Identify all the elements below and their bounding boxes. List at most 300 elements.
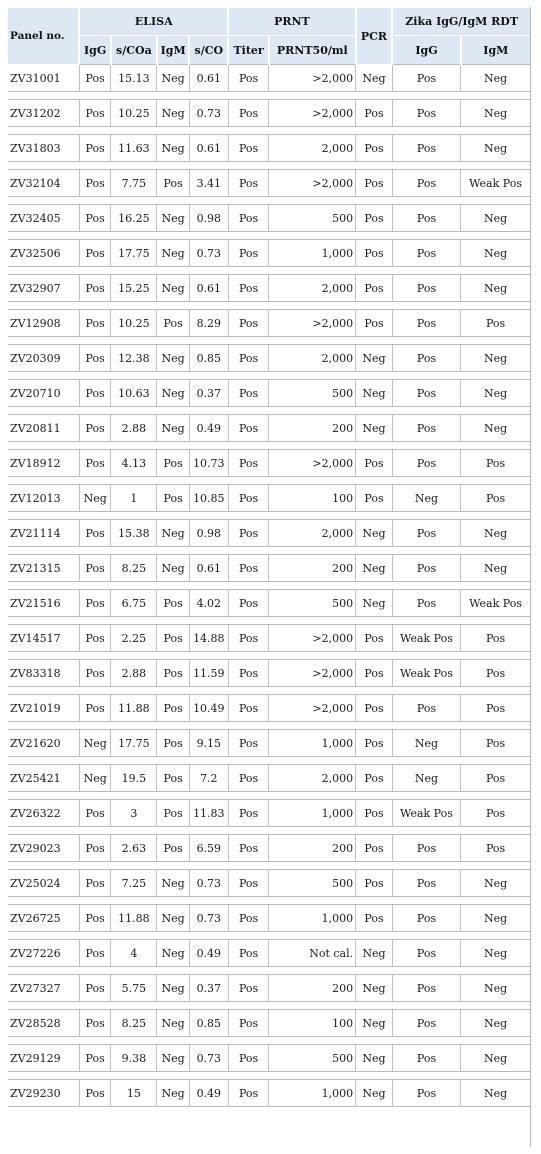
elisa-igg-sco-cell: 17.75 [111,730,157,757]
elisa-igm-sco-cell: 0.61 [189,65,228,92]
elisa-igm-cell: Neg [157,555,190,582]
prnt-titer-cell: Pos [228,765,269,792]
elisa-igm-sco-cell: 0.98 [189,205,228,232]
prnt50-cell: >2,000 [269,170,356,197]
rdt-igg-cell: Pos [392,1045,460,1072]
panel-cell: ZV32104 [8,170,79,197]
pcr-cell: Neg [356,1045,393,1072]
panel-cell: ZV20811 [8,415,79,442]
pcr-cell: Pos [356,450,393,477]
elisa-igm-cell: Neg [157,275,190,302]
rdt-igm-cell: Neg [461,1080,530,1107]
rdt-igm-cell: Neg [461,940,530,967]
rdt-igg-cell: Pos [392,310,460,337]
row-separator-cell [8,862,530,870]
table-row [8,240,530,267]
row-separator-cell [8,1002,530,1010]
elisa-igg-sco-cell: 7.75 [111,170,157,197]
elisa-igm-sco-cell: 0.98 [189,520,228,547]
elisa-igg-sco-cell: 5.75 [111,975,157,1002]
elisa-igm-sco-cell: 0.61 [189,135,228,162]
rdt-igm-cell: Neg [461,905,530,932]
row-separator [8,827,530,835]
prnt-titer-cell: Pos [228,345,269,372]
elisa-igg-sco-cell: 10.25 [111,310,157,337]
elisa-igg-cell: Pos [79,380,111,407]
elisa-igm-cell: Neg [157,975,190,1002]
elisa-igm-sco-cell: 10.73 [189,450,228,477]
prnt50-cell: 100 [269,1010,356,1037]
prnt-titer-cell: Pos [228,695,269,722]
row-separator-cell [8,197,530,205]
elisa-igg-cell: Pos [79,135,111,162]
panel-cell: ZV31803 [8,135,79,162]
table-row [8,905,530,932]
elisa-igg-cell: Pos [79,345,111,372]
elisa-igg-cell: Pos [79,205,111,232]
prnt50-cell: 500 [269,380,356,407]
prnt-titer-cell: Pos [228,625,269,652]
table-row [8,415,530,442]
rdt-igm-cell: Neg [461,275,530,302]
elisa-igm-cell: Pos [157,625,190,652]
prnt-titer-cell: Pos [228,100,269,127]
pcr-cell: Neg [356,975,393,1002]
elisa-igg-cell: Pos [79,275,111,302]
elisa-igm-sco-cell: 0.73 [189,870,228,897]
panel-cell: ZV14517 [8,625,79,652]
table-row [8,625,530,652]
row-separator [8,582,530,590]
table-row [8,730,530,757]
prnt50-cell: 200 [269,835,356,862]
rdt-igm-cell: Pos [461,730,530,757]
pcr-cell: Pos [356,170,393,197]
elisa-igg-cell: Pos [79,590,111,617]
panel-cell: ZV20309 [8,345,79,372]
panel-cell: ZV32405 [8,205,79,232]
elisa-igm-sco-cell: 0.85 [189,345,228,372]
prnt50-cell: >2,000 [269,450,356,477]
pcr-cell: Neg [356,1080,393,1107]
row-separator-cell [8,967,530,975]
panel-cell: ZV12013 [8,485,79,512]
table-row [8,835,530,862]
rdt-igg-header: IgG [392,36,460,65]
rdt-igg-cell: Pos [392,135,460,162]
table-row [8,1080,530,1107]
elisa-igm-cell: Pos [157,660,190,687]
pcr-cell: Neg [356,940,393,967]
prnt-titer-cell: Pos [228,275,269,302]
elisa-igg-sco-cell: 9.38 [111,1045,157,1072]
table-row [8,765,530,792]
prnt50-cell: 500 [269,1045,356,1072]
panel-cell: ZV18912 [8,450,79,477]
elisa-igm-cell: Pos [157,765,190,792]
row-separator [8,932,530,940]
prnt-titer-cell: Pos [228,1010,269,1037]
elisa-igg-sco-cell: 16.25 [111,205,157,232]
elisa-igg-sco-cell: 6.75 [111,590,157,617]
row-separator-cell [8,477,530,485]
prnt50-header: PRNT50/ml [269,36,356,65]
pcr-cell: Pos [356,275,393,302]
rdt-igm-cell: Neg [461,870,530,897]
prnt-titer-cell: Pos [228,1080,269,1107]
prnt-titer-cell: Pos [228,1045,269,1072]
table-row [8,380,530,407]
rdt-igm-cell: Pos [461,450,530,477]
pcr-cell: Neg [356,415,393,442]
rdt-igg-cell: Pos [392,590,460,617]
pcr-cell: Pos [356,870,393,897]
elisa-igm-cell: Neg [157,240,190,267]
pcr-cell: Pos [356,905,393,932]
rdt-header: Zika IgG/IgM RDT [392,8,530,36]
rdt-igm-cell: Neg [461,1010,530,1037]
prnt-titer-cell: Pos [228,835,269,862]
elisa-igg-cell: Pos [79,170,111,197]
elisa-igg-sco-cell: 2.88 [111,415,157,442]
row-separator [8,1002,530,1010]
prnt-titer-cell: Pos [228,380,269,407]
prnt-titer-cell: Pos [228,240,269,267]
prnt-titer-cell: Pos [228,135,269,162]
row-separator-cell [8,407,530,415]
panel-header: Panel no. [8,8,79,65]
row-separator [8,197,530,205]
elisa-igg-sco-cell: 19.5 [111,765,157,792]
elisa-igg-cell: Pos [79,240,111,267]
prnt50-cell: 2,000 [269,520,356,547]
elisa-igm-cell: Neg [157,100,190,127]
rdt-igm-cell: Neg [461,380,530,407]
elisa-igm-cell: Neg [157,380,190,407]
elisa-igg-sco-cell: 15.13 [111,65,157,92]
row-separator-cell [8,1037,530,1045]
elisa-igm-cell: Pos [157,485,190,512]
row-separator-cell [8,897,530,905]
table-row [8,65,530,92]
pcr-header: PCR [356,8,393,65]
table-row [8,1045,530,1072]
pcr-cell: Pos [356,625,393,652]
rdt-igg-cell: Weak Pos [392,625,460,652]
elisa-igm-sco-cell: 11.83 [189,800,228,827]
prnt50-cell: Not cal. [269,940,356,967]
prnt50-cell: 1,000 [269,1080,356,1107]
elisa-igm-sco-cell: 7.2 [189,765,228,792]
elisa-igm-sco-cell: 0.37 [189,975,228,1002]
table-row [8,800,530,827]
elisa-igm-cell: Pos [157,310,190,337]
rdt-igg-cell: Pos [392,450,460,477]
prnt-titer-cell: Pos [228,975,269,1002]
elisa-igg-cell: Pos [79,310,111,337]
pcr-cell: Pos [356,835,393,862]
panel-cell: ZV21114 [8,520,79,547]
prnt50-cell: 200 [269,555,356,582]
row-separator [8,652,530,660]
prnt-titer-cell: Pos [228,730,269,757]
elisa-igm-sco-cell: 10.85 [189,485,228,512]
row-separator-cell [8,302,530,310]
rdt-igg-cell: Pos [392,380,460,407]
pcr-cell: Pos [356,695,393,722]
row-separator [8,967,530,975]
rdt-igg-cell: Pos [392,205,460,232]
rdt-igg-cell: Pos [392,240,460,267]
panel-cell: ZV20710 [8,380,79,407]
prnt-titer-cell: Pos [228,170,269,197]
row-separator [8,372,530,380]
rdt-igg-cell: Pos [392,555,460,582]
elisa-igg-cell: Pos [79,555,111,582]
prnt50-cell: 200 [269,975,356,1002]
prnt50-cell: 2,000 [269,765,356,792]
elisa-igg-cell: Pos [79,1010,111,1037]
rdt-igg-cell: Pos [392,905,460,932]
elisa-igg-cell: Pos [79,1045,111,1072]
rdt-igm-cell: Weak Pos [461,590,530,617]
elisa-igm-header: IgM [157,36,190,65]
rdt-igg-cell: Pos [392,520,460,547]
row-separator-cell [8,547,530,555]
elisa-igg-sco-cell: 11.88 [111,905,157,932]
row-separator [8,757,530,765]
panel-cell: ZV21019 [8,695,79,722]
panel-cell: ZV32907 [8,275,79,302]
panel-cell: ZV27327 [8,975,79,1002]
rdt-igg-cell: Pos [392,415,460,442]
elisa-igg-cell: Neg [79,765,111,792]
elisa-igg-sco-cell: 17.75 [111,240,157,267]
elisa-igg-sco-cell: 15.38 [111,520,157,547]
row-separator-cell [8,162,530,170]
prnt-titer-cell: Pos [228,905,269,932]
row-separator-cell [8,617,530,625]
panel-cell: ZV12908 [8,310,79,337]
elisa-igm-sco-cell: 0.85 [189,1010,228,1037]
row-separator-cell [8,267,530,275]
elisa-igg-cell: Pos [79,870,111,897]
elisa-igg-cell: Pos [79,940,111,967]
elisa-igg-cell: Pos [79,905,111,932]
elisa-igg-cell: Neg [79,485,111,512]
rdt-igg-cell: Weak Pos [392,800,460,827]
elisa-igm-sco-cell: 6.59 [189,835,228,862]
prnt50-cell: 500 [269,870,356,897]
prnt50-cell: >2,000 [269,625,356,652]
elisa-igm-cell: Neg [157,65,190,92]
header-row-columns [8,36,530,65]
rdt-igm-cell: Neg [461,520,530,547]
prnt-titer-cell: Pos [228,940,269,967]
rdt-igg-cell: Pos [392,345,460,372]
prnt-titer-cell: Pos [228,65,269,92]
prnt50-cell: 100 [269,485,356,512]
pcr-cell: Neg [356,555,393,582]
prnt50-cell: 1,000 [269,800,356,827]
rdt-igm-header: IgM [461,36,530,65]
prnt50-cell: >2,000 [269,695,356,722]
elisa-igg-sco-cell: 1 [111,485,157,512]
rdt-igg-cell: Pos [392,170,460,197]
elisa-igg-sco-cell: 2.25 [111,625,157,652]
elisa-igg-sco-cell: 8.25 [111,555,157,582]
prnt50-cell: 500 [269,590,356,617]
elisa-igm-sco-cell: 0.73 [189,1045,228,1072]
rdt-igm-cell: Pos [461,800,530,827]
rdt-igg-cell: Pos [392,835,460,862]
panel-cell: ZV21516 [8,590,79,617]
row-separator-cell [8,757,530,765]
row-separator [8,477,530,485]
row-separator-cell [8,722,530,730]
rdt-igm-cell: Pos [461,625,530,652]
table-row [8,940,530,967]
elisa-igm-sco-cell: 9.15 [189,730,228,757]
row-separator-cell [8,512,530,520]
elisa-igm-cell: Pos [157,695,190,722]
elisa-igg-sco-cell: 4 [111,940,157,967]
elisa-igg-cell: Pos [79,660,111,687]
panel-cell: ZV25421 [8,765,79,792]
prnt-header: PRNT [228,8,355,36]
elisa-igm-cell: Pos [157,170,190,197]
prnt-titer-cell: Pos [228,485,269,512]
panel-cell: ZV26322 [8,800,79,827]
row-separator-cell [8,652,530,660]
row-separator [8,232,530,240]
table-body [8,65,530,1107]
pcr-cell: Pos [356,205,393,232]
elisa-igm-cell: Neg [157,870,190,897]
prnt50-cell: 500 [269,205,356,232]
row-separator [8,897,530,905]
row-separator [8,127,530,135]
header-row-groups [8,8,530,36]
rdt-igg-cell: Pos [392,100,460,127]
pcr-cell: Pos [356,100,393,127]
rdt-igg-cell: Neg [392,730,460,757]
elisa-igm-sco-cell: 14.88 [189,625,228,652]
elisa-igm-sco-header: s/CO [189,36,228,65]
elisa-igg-sco-cell: 2.63 [111,835,157,862]
row-separator [8,302,530,310]
pcr-cell: Neg [356,380,393,407]
elisa-igm-sco-cell: 8.29 [189,310,228,337]
prnt-titer-cell: Pos [228,870,269,897]
elisa-igm-sco-cell: 0.49 [189,1080,228,1107]
row-separator-cell [8,932,530,940]
rdt-igm-cell: Pos [461,765,530,792]
rdt-igm-cell: Neg [461,345,530,372]
row-separator-cell [8,792,530,800]
panel-cell: ZV28528 [8,1010,79,1037]
prnt50-cell: >2,000 [269,660,356,687]
elisa-igm-cell: Neg [157,905,190,932]
elisa-igg-sco-cell: 11.88 [111,695,157,722]
rdt-igm-cell: Neg [461,100,530,127]
row-separator [8,617,530,625]
elisa-igm-cell: Pos [157,800,190,827]
table-row [8,485,530,512]
elisa-igm-cell: Neg [157,135,190,162]
elisa-igm-cell: Neg [157,1045,190,1072]
prnt50-cell: 2,000 [269,345,356,372]
elisa-igg-cell: Pos [79,450,111,477]
elisa-igm-sco-cell: 0.73 [189,100,228,127]
pcr-cell: Pos [356,660,393,687]
table-row [8,590,530,617]
elisa-igg-sco-cell: 7.25 [111,870,157,897]
prnt-titer-cell: Pos [228,310,269,337]
prnt50-cell: 1,000 [269,905,356,932]
elisa-igm-cell: Pos [157,590,190,617]
prnt-titer-cell: Pos [228,450,269,477]
row-separator [8,687,530,695]
table-row [8,975,530,1002]
elisa-igg-sco-cell: 4.13 [111,450,157,477]
rdt-igg-cell: Weak Pos [392,660,460,687]
prnt-titer-cell: Pos [228,415,269,442]
elisa-igg-sco-cell: 3 [111,800,157,827]
panel-cell: ZV21620 [8,730,79,757]
elisa-igm-sco-cell: 0.49 [189,415,228,442]
prnt50-cell: >2,000 [269,100,356,127]
elisa-igm-sco-cell: 0.61 [189,555,228,582]
rdt-igm-cell: Pos [461,310,530,337]
elisa-igm-sco-cell: 11.59 [189,660,228,687]
prnt-titer-cell: Pos [228,800,269,827]
row-separator [8,862,530,870]
row-separator-cell [8,92,530,100]
rdt-igg-cell: Neg [392,485,460,512]
table-row [8,275,530,302]
elisa-igm-sco-cell: 0.73 [189,905,228,932]
table-row [8,520,530,547]
prnt-titer-cell: Pos [228,520,269,547]
table-row [8,205,530,232]
row-separator-cell [8,582,530,590]
elisa-igg-sco-cell: 8.25 [111,1010,157,1037]
elisa-igm-sco-cell: 0.37 [189,380,228,407]
row-separator-cell [8,232,530,240]
elisa-igg-cell: Pos [79,800,111,827]
prnt50-cell: 1,000 [269,240,356,267]
elisa-igg-sco-cell: 15.25 [111,275,157,302]
elisa-igg-header: IgG [79,36,111,65]
elisa-igm-sco-cell: 10.49 [189,695,228,722]
elisa-igg-cell: Neg [79,730,111,757]
prnt-titer-cell: Pos [228,660,269,687]
panel-cell: ZV83318 [8,660,79,687]
table-row [8,450,530,477]
pcr-cell: Pos [356,310,393,337]
rdt-igm-cell: Pos [461,485,530,512]
elisa-igm-sco-cell: 0.49 [189,940,228,967]
pcr-cell: Pos [356,135,393,162]
elisa-igm-cell: Pos [157,730,190,757]
prnt50-cell: 2,000 [269,135,356,162]
rdt-igg-cell: Pos [392,695,460,722]
panel-cell: ZV25024 [8,870,79,897]
row-separator [8,442,530,450]
elisa-igg-cell: Pos [79,625,111,652]
prnt-titer-cell: Pos [228,205,269,232]
